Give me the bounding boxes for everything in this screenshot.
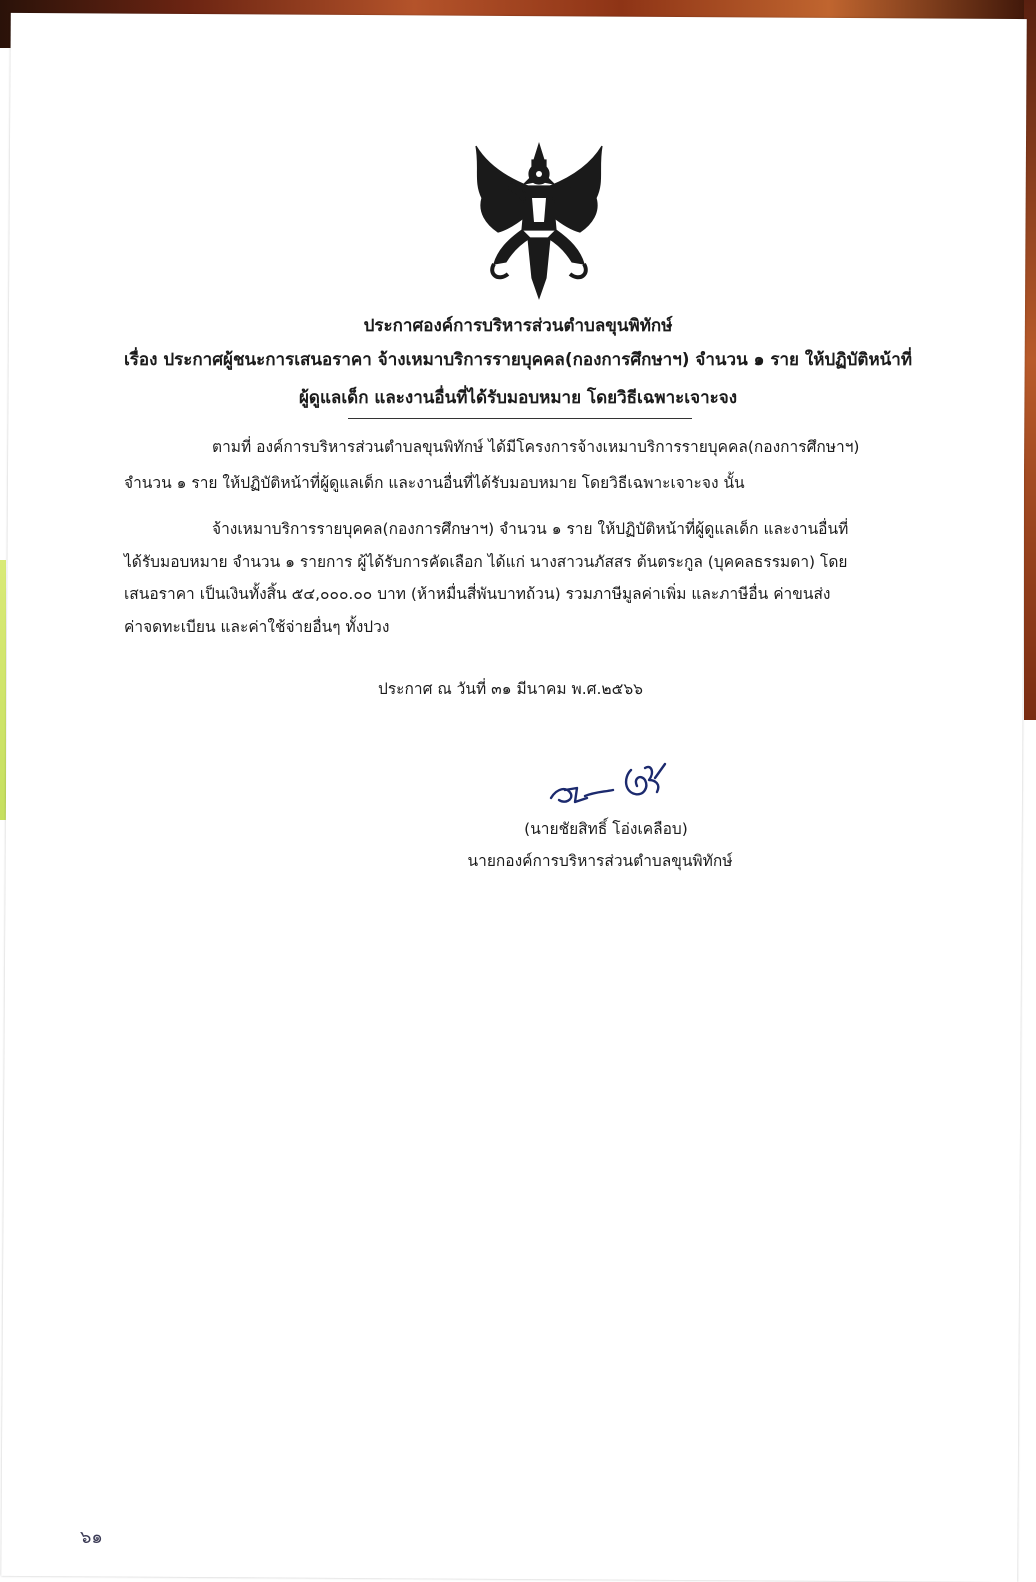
paragraph-2-line-4: ค่าจดทะเบียน และค่าใช้จ่ายอื่นๆ ทั้งปวง	[124, 618, 390, 636]
document-title-subject: เรื่อง ประกาศผู้ชนะการเสนอราคา จ้างเหมาบริการรายบุคคล(กองการศึกษาฯ) จำนวน ๑ ราย ให้ปฏิบัติหน้าที่	[123, 350, 913, 370]
paragraph-2-line-2: ได้รับมอบหมาย จำนวน ๑ รายการ ผู้ได้รับการคัดเลือก ได้แก่ นางสาวนภัสสร ต้นตระกูล (บุคคลธรรมดา) โดย	[124, 553, 848, 571]
paragraph-2-line-1: จ้างเหมาบริการรายบุคคล(กองการศึกษาฯ) จำนวน ๑ ราย ให้ปฏิบัติหน้าที่ผู้ดูแลเด็ก และงานอื่นที่	[212, 520, 849, 538]
paragraph-1-line-1: ตามที่ องค์การบริหารส่วนตำบลขุนพิทักษ์ ได้มีโครงการจ้างเหมาบริการรายบุคคล(กองการศึกษาฯ)	[212, 438, 860, 456]
paragraph-1-line-2: จำนวน ๑ ราย ให้ปฏิบัติหน้าที่ผู้ดูแลเด็ก และงานอื่นที่ได้รับมอบหมาย โดยวิธีเฉพาะเจาะจง นั้น	[124, 474, 745, 492]
handwritten-signature	[545, 758, 685, 810]
title-divider	[348, 418, 692, 419]
handwritten-page-number: ๖๑	[80, 1527, 103, 1548]
announcement-date: ประกาศ ณ วันที่ ๓๑ มีนาคม พ.ศ.๒๕๖๖	[378, 680, 644, 698]
paragraph-2-line-3: เสนอราคา เป็นเงินทั้งสิ้น ๕๔,๐๐๐.๐๐ บาท (ห้าหมื่นสี่พันบาทถ้วน) รวมภาษีมูลค่าเพิ่ม และภาษีอื่น ค่าขนส่ง	[124, 585, 831, 603]
garuda-emblem-icon	[468, 138, 610, 303]
signer-position: นายกองค์การบริหารส่วนตำบลขุนพิทักษ์	[467, 852, 733, 870]
document-title-organization: ประกาศองค์การบริหารส่วนตำบลขุนพิทักษ์	[363, 316, 673, 336]
document-title-subject-continued: ผู้ดูแลเด็ก และงานอื่นที่ได้รับมอบหมาย โดยวิธีเฉพาะเจาะจง	[298, 388, 738, 408]
signer-name: (นายชัยสิทธิ์ โอ่งเคลือบ)	[524, 820, 688, 838]
